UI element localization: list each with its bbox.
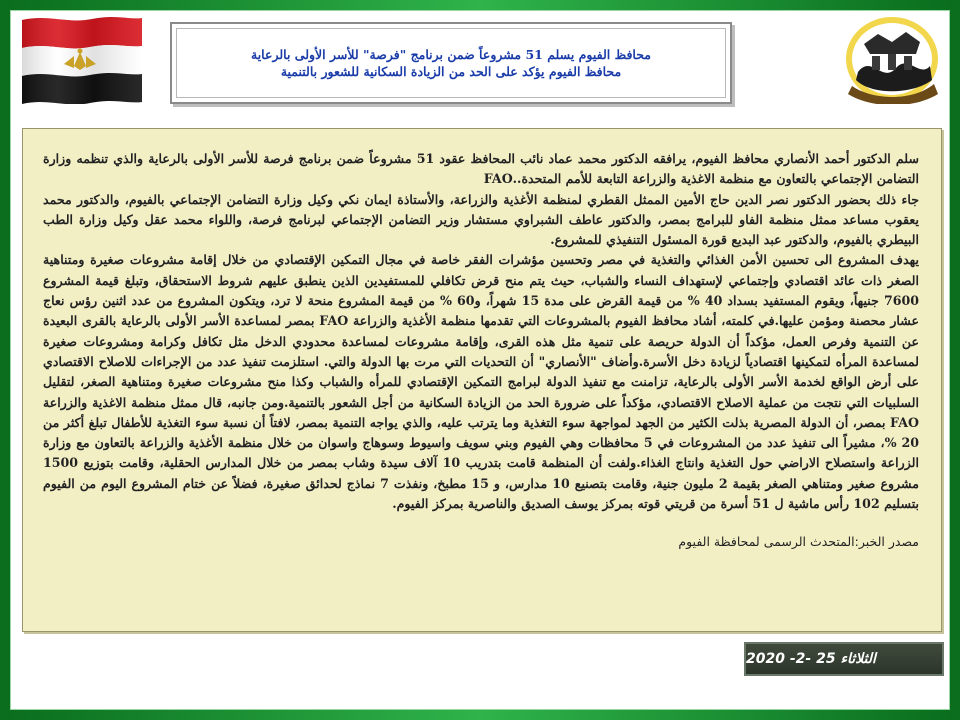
paragraph-intro: سلم الدكتور أحمد الأنصاري محافظ الفيوم، يرافقه الدكتور محمد عماد نائب المحافظ عقود 51 مشروعاً ضمن برنامج فرصة للأسر الأولى بالرعاية والذي تنظمه وزارة التضامن الإجتماعي بالتعاون مع منظمة الاغذية والزراعة التابعة للأمم المتحدة..FAO bbox=[43, 151, 919, 187]
paragraph-attendees: جاء ذلك بحضور الدكتور نصر الدين حاج الأمين الممثل القطري لمنظمة الأغذية والزراعة، والأستاذة ايمان نكي وكيل وزارة التضامن الإجتماعي بالفيوم، والدكتور محمد يعقوب مساعد ممثل منظمة الفاو للبرامج بمصر، والدكتور عاطف الشبراوي مستشار وزير التضامن الإجتماعي لبرنامج فرصة، واللواء محمد عقل وكيل وزارة الطب البيطري بالفيوم، والدكتور عبد البديع قورة المسئول التنفيذي للمشروع. bbox=[43, 191, 919, 248]
article-text bbox=[43, 149, 919, 553]
headline-inner bbox=[176, 28, 726, 98]
headline-line-2: محافظ الفيوم يؤكد على الحد من الزيادة السكانية للشعور بالتنمية bbox=[280, 64, 622, 79]
date-badge bbox=[744, 642, 944, 676]
egypt-flag-icon bbox=[18, 14, 146, 104]
headline-box bbox=[170, 22, 732, 104]
news-source: مصدر الخبر:المتحدث الرسمى لمحافظة الفيوم bbox=[678, 534, 919, 550]
fayoum-governorate-logo bbox=[842, 14, 942, 104]
headline-line-1: محافظ الفيوم يسلم 51 مشروعاً ضمن برنامج "فرصة" للأسر الأولى بالرعاية bbox=[251, 47, 651, 62]
article-body bbox=[22, 128, 942, 632]
paragraph-project-details: يهدف المشروع الى تحسين الأمن الغذائي والتغذية في مصر وتحسين مؤشرات الفقر خاصة في مجال التمكين الإقتصادي من خلال إقامة مشروعات صغيرة ومتناهية الصغر ذات عائد اقتصادي وإجتماعي لإستهداف النساء والشباب، حيث يتم منح قرض تكافلي للمستفيدين الذين ينطبق عليهم شروط الاستحقاق، وتبلغ قيمة المشروع 7600 جنيهاً، ويقوم المستفيد بسداد 40 % من قيمة القرض على مدة 15 شهراً، و60 % من قيمة المشروع منحة لا ترد، ويتكون المشروع من عدد اثنين رؤس نعاج عشار محصنة ومؤمن عليها.في كلمته، أشاد محافظ الفيوم بالمشروعات التي تقدمها منظمة الأغذية والزراعة FAO بمصر لمساعدة الأسر الأولى بالرعاية بالقرى البعيدة عن التنمية وفرص العمل، مؤكداً أن الدولة حريصة على تنمية مثل هذه القرى، وإقامة مشروعات لمساعدة محدودي الدخل مثل تكافل وكرامة ومشروعات صغيرة لمساعدة المرأه لتمكينها اقتصادياً لزيادة دخل الأسرة.وأضاف "الأنصاري" أن التحديات التي مرت بها الدولة والتي. استلزمت تنفيذ عدد من الإجراءات للاصلاح الاقتصادي على أرض الواقع لخدمة الأسر الأولى بالرعاية، تزامنت مع تنفيذ الدولة لبرامج التمكين الإقتصادي للمرأه والشباب وكذا منح مشروعات صغيرة ومتناهية الصغر، لتقليل السلبيات التي نتجت من عملية الاصلاح الاقتصادي، مؤكداً على ضرورة الحد من الزيادة السكانية من أجل الشعور بالتنمية.ومن جانبه، قال ممثل منظمة الاغذية والزراعة FAO بمصر، أن الدولة المصرية بذلت الكثير من الجهد لمواجهة سوء التغذية وما يترتب عليه، والذي يواجه التنمية بمصر، لافتاً أن نسبة سوء التغذية للأطفال تبلغ أكثر من 20 %، مشيراً الى تنفيذ عدد من المشروعات في 5 محافظات وهي الفيوم وبني سويف واسيوط وسوهاج واسوان من خلال منظمة الأغذية والزراعة بالتعاون مع وزارة الزراعة واستصلاح الاراضي حول التغذية وانتاج الغذاء.ولفت أن المنظمة قامت بتدريب 10 آلاف سيدة وشاب بمصر من خلال المدارس الحقلية، وقامت بتوزيع 1500 مشروع صغير ومتناهي الصغر بقيمة 2 مليون جنية، وقامت بتصنيع 10 مدارس، و 15 مطبخ، ونفذت 7 نماذج لحدائق صغيرة، فضلاً عن ختام المشروع اليوم من الفيوم بتسليم 102 رأس ماشية ل 51 أسرة من قريتي قوته بمركز يوسف الصديق والناصرية بمركز الفيوم. bbox=[43, 252, 920, 512]
date-text: الثلاثاء 25 -2- 2020 bbox=[746, 651, 876, 667]
